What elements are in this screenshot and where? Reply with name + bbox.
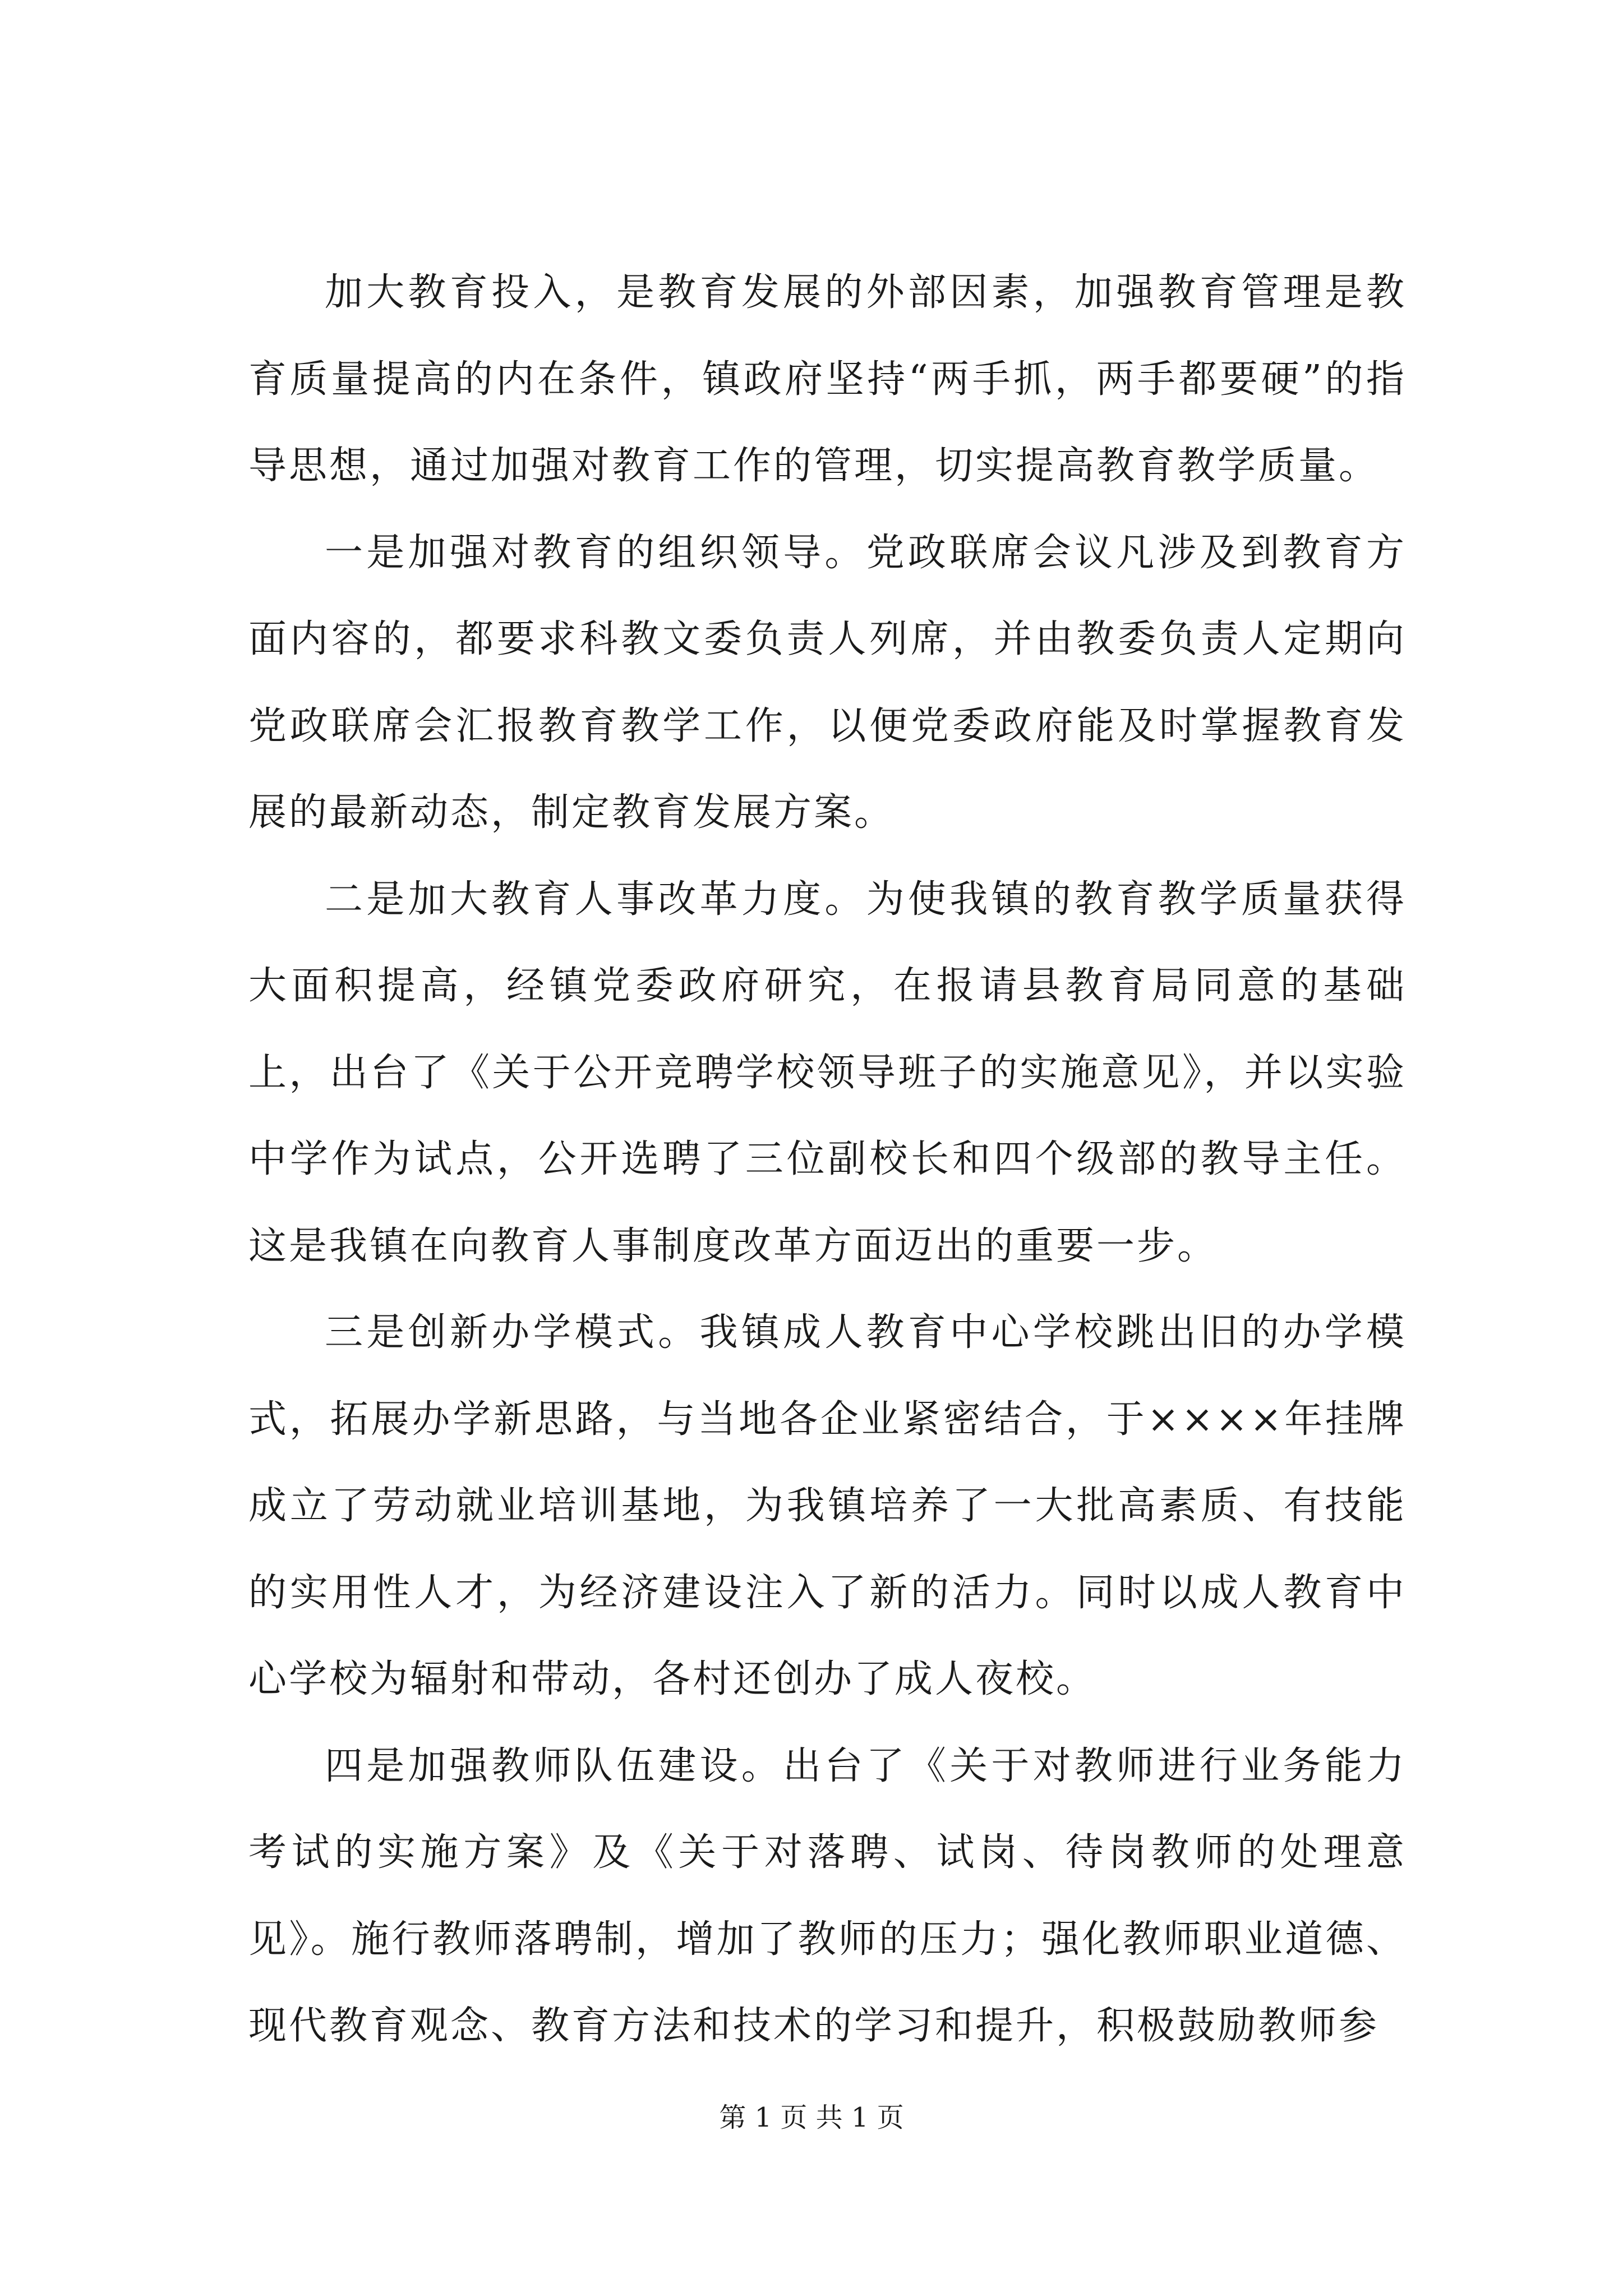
paragraph-point-three: 三是创新办学模式。我镇成人教育中心学校跳出旧的办学模式，拓展办学新思路，与当地各企业紧密结合，于××××年挂牌成立了劳动就业培训基地，为我镇培养了一大批高素质、有技能的实用性人才，为经济建设注入了新的活力。同时以成人教育中心学校为辐射和带动，各村还创办了成人夜校。 xyxy=(248,1310,1407,1701)
page-footer: 第 1 页 共 1 页 xyxy=(719,2102,904,2133)
paragraph-point-two: 二是加大教育人事改革力度。为使我镇的教育教学质量获得大面积提高，经镇党委政府研究，在报请县教育局同意的基础上，出台了《关于公开竞聘学校领导班子的实施意见》，并以实验中学作为试点，公开选聘了三位副校长和四个级部的教导主任。这是我镇在向教育人事制度改革方面迈出的重要一步。 xyxy=(248,877,1407,1268)
document-body xyxy=(248,250,1407,2070)
paragraph-point-one: 一是加强对教育的组织领导。党政联席会议凡涉及到教育方面内容的，都要求科教文委负责人列席，并由教委负责人定期向党政联席会汇报教育教学工作，以便党委政府能及时掌握教育发展的最新动态，制定教育发展方案。 xyxy=(248,530,1407,835)
paragraph-point-four: 四是加强教师队伍建设。出台了《关于对教师进行业务能力考试的实施方案》及《关于对落聘、试岗、待岗教师的处理意见》。施行教师落聘制，增加了教师的压力；强化教师职业道德、现代教育观念、教育方法和技术的学习和提升，积极鼓励教师参 xyxy=(248,1743,1407,2048)
paragraph-intro: 加大教育投入，是教育发展的外部因素，加强教育管理是教育质量提高的内在条件，镇政府坚持“两手抓，两手都要硬”的指导思想，通过加强对教育工作的管理，切实提高教育教学质量。 xyxy=(248,270,1407,488)
